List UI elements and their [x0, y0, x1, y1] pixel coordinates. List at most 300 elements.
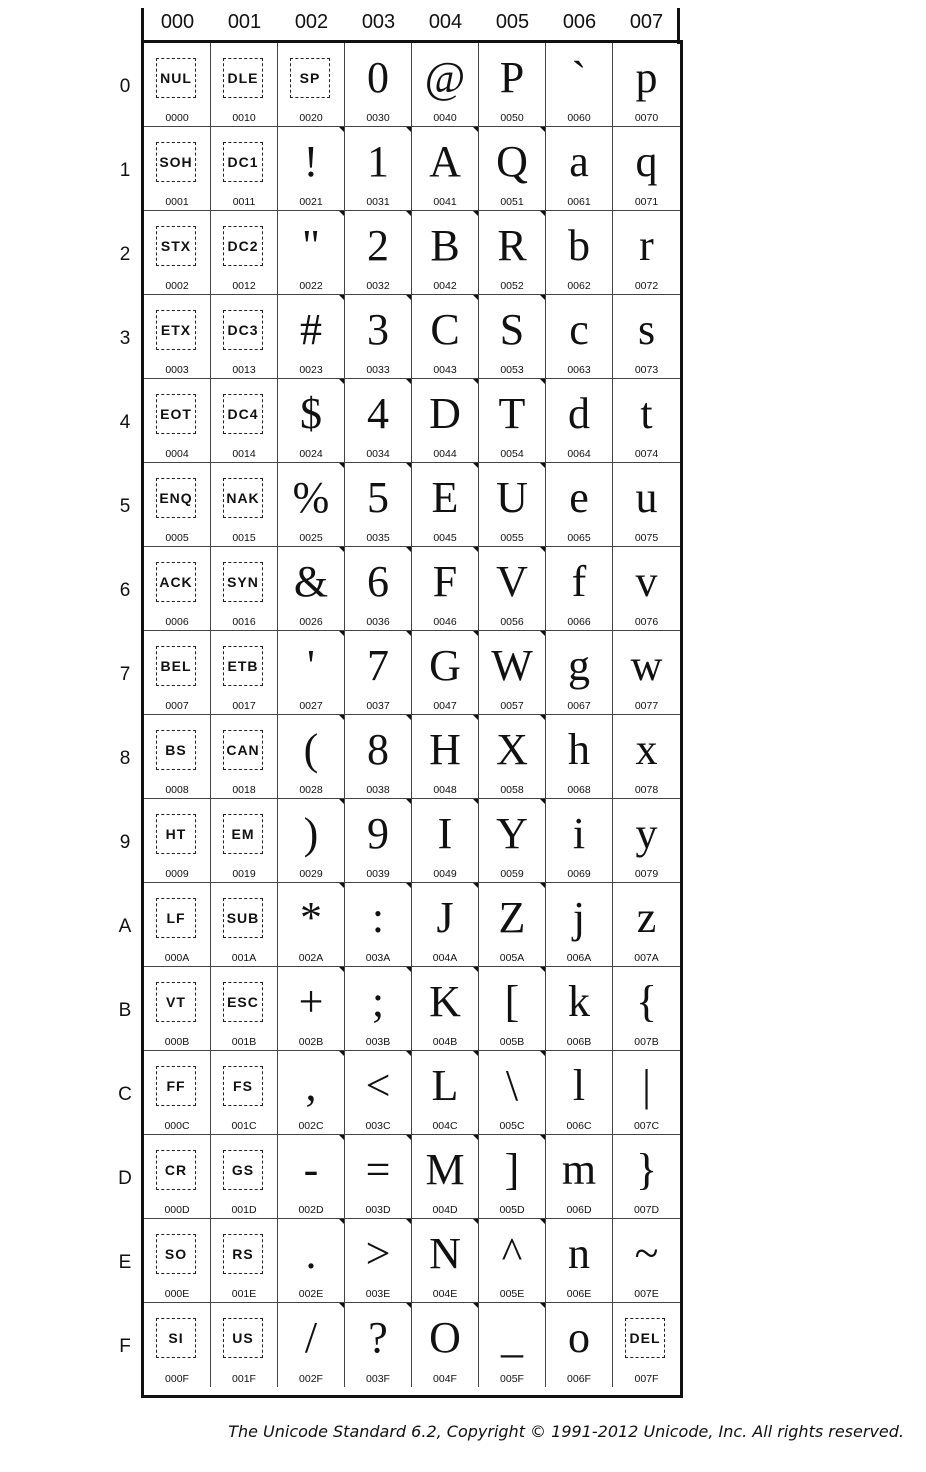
- char-cell-0029: [278, 799, 345, 883]
- char-glyph: V: [496, 557, 528, 606]
- column-header-001: 001: [227, 11, 262, 33]
- char-cell-007D: [613, 1135, 680, 1219]
- code-point-label: 0051: [500, 196, 524, 208]
- char-cell-003B: [345, 967, 412, 1051]
- char-cell-0072: [613, 211, 680, 295]
- code-point-label: 0017: [232, 700, 256, 712]
- char-glyph: R: [497, 221, 527, 270]
- row-header-4: 4: [119, 412, 131, 433]
- char-cell-0062: [546, 211, 613, 295]
- char-cell-0035: [345, 463, 412, 547]
- char-glyph: r: [639, 221, 654, 270]
- char-cell-000D: [144, 1135, 211, 1219]
- cell-corner-mark: [540, 967, 545, 972]
- cell-corner-mark: [406, 1135, 411, 1140]
- cell-corner-mark: [406, 967, 411, 972]
- control-char-label: ETX: [156, 310, 196, 350]
- cell-corner-mark: [339, 1219, 344, 1224]
- control-char-label: DC4: [223, 394, 263, 434]
- char-cell-005F: [479, 1303, 546, 1387]
- code-point-label: 0079: [634, 868, 659, 880]
- char-glyph: :: [371, 893, 385, 942]
- code-point-label: 0054: [500, 448, 524, 460]
- char-glyph: P: [499, 53, 525, 102]
- cell-corner-mark: [473, 715, 478, 720]
- code-point-label: 0016: [232, 616, 256, 628]
- code-point-label: 006C: [566, 1120, 592, 1132]
- char-glyph: 8: [367, 725, 389, 774]
- code-point-label: 007E: [634, 1288, 659, 1300]
- char-glyph: u: [635, 473, 658, 522]
- code-point-label: 0039: [366, 868, 390, 880]
- code-point-label: 0060: [567, 112, 591, 124]
- char-cell-005C: [479, 1051, 546, 1135]
- char-cell-0047: [412, 631, 479, 715]
- row-header-6: 6: [119, 580, 131, 601]
- char-glyph: l: [572, 1061, 586, 1110]
- code-point-label: 0019: [232, 868, 256, 880]
- char-glyph: O: [429, 1313, 461, 1362]
- cell-corner-mark: [339, 967, 344, 972]
- char-cell-0070: [613, 43, 680, 127]
- char-cell-003C: [345, 1051, 412, 1135]
- char-cell-002F: [278, 1303, 345, 1387]
- char-cell-0009: [144, 799, 211, 883]
- char-cell-0045: [412, 463, 479, 547]
- control-char-label: VT: [156, 982, 196, 1022]
- char-glyph: 5: [367, 473, 389, 522]
- char-glyph: <: [365, 1061, 391, 1110]
- cell-corner-mark: [473, 379, 478, 384]
- char-cell-006C: [546, 1051, 613, 1135]
- code-point-label: 0008: [165, 784, 189, 796]
- char-cell-0040: [412, 43, 479, 127]
- code-point-label: 0074: [634, 448, 659, 460]
- code-point-label: 0002: [165, 280, 189, 292]
- cell-corner-mark: [473, 463, 478, 468]
- char-cell-0046: [412, 547, 479, 631]
- cell-corner-mark: [339, 631, 344, 636]
- cell-corner-mark: [473, 631, 478, 636]
- control-char-label: DC3: [223, 310, 263, 350]
- char-cell-005D: [479, 1135, 546, 1219]
- char-glyph: U: [496, 473, 528, 522]
- char-glyph: }: [635, 1145, 658, 1194]
- char-glyph: #: [300, 305, 322, 354]
- code-point-label: 002A: [298, 952, 324, 964]
- character-grid: [141, 40, 683, 1398]
- char-cell-007F: [613, 1303, 680, 1387]
- control-char-label: NAK: [223, 478, 263, 518]
- char-cell-001E: [211, 1219, 278, 1303]
- char-cell-0069: [546, 799, 613, 883]
- char-cell-0018: [211, 715, 278, 799]
- code-point-label: 006E: [566, 1288, 592, 1300]
- code-point-label: 005C: [499, 1120, 525, 1132]
- char-cell-003D: [345, 1135, 412, 1219]
- code-point-label: 0001: [165, 196, 189, 208]
- char-cell-002A: [278, 883, 345, 967]
- char-glyph: T: [498, 389, 526, 438]
- char-cell-0054: [479, 379, 546, 463]
- cell-corner-mark: [473, 1051, 478, 1056]
- row-header-7: 7: [119, 664, 131, 685]
- code-point-label: 0006: [165, 616, 189, 628]
- code-point-label: 0078: [634, 784, 659, 796]
- char-glyph: %: [292, 473, 330, 522]
- char-glyph: k: [568, 977, 590, 1026]
- control-char-label: US: [223, 1318, 263, 1358]
- char-cell-004E: [412, 1219, 479, 1303]
- char-cell-007C: [613, 1051, 680, 1135]
- code-point-label: 0057: [500, 700, 524, 712]
- control-char-label: SOH: [156, 142, 196, 182]
- char-cell-0038: [345, 715, 412, 799]
- char-glyph: b: [568, 221, 590, 270]
- column-header-004: 004: [428, 11, 463, 33]
- code-point-label: 0059: [500, 868, 524, 880]
- char-glyph: (: [303, 725, 319, 774]
- char-glyph: e: [569, 473, 589, 522]
- code-point-label: 0020: [299, 112, 323, 124]
- code-point-label: 0024: [299, 448, 323, 460]
- code-point-label: 002C: [298, 1120, 324, 1132]
- char-cell-007B: [613, 967, 680, 1051]
- char-cell-0071: [613, 127, 680, 211]
- control-char-label: DEL: [625, 1318, 665, 1358]
- code-point-label: 0015: [232, 532, 256, 544]
- code-point-label: 0068: [567, 784, 591, 796]
- code-point-label: 001E: [231, 1288, 257, 1300]
- char-glyph: ]: [504, 1145, 520, 1194]
- char-glyph: ,: [305, 1061, 317, 1110]
- char-cell-0061: [546, 127, 613, 211]
- char-cell-0036: [345, 547, 412, 631]
- code-point-label: 004C: [432, 1120, 458, 1132]
- code-point-label: 0071: [634, 196, 659, 208]
- code-point-label: 004D: [432, 1204, 458, 1216]
- char-glyph: G: [429, 641, 461, 690]
- char-cell-0041: [412, 127, 479, 211]
- char-glyph: F: [432, 557, 458, 606]
- char-glyph: h: [568, 725, 590, 774]
- cell-corner-mark: [473, 1303, 478, 1308]
- char-cell-006A: [546, 883, 613, 967]
- code-point-label: 003E: [365, 1288, 391, 1300]
- code-point-label: 002B: [298, 1036, 324, 1048]
- char-glyph: a: [569, 137, 589, 186]
- char-cell-0039: [345, 799, 412, 883]
- cell-corner-mark: [540, 379, 545, 384]
- char-cell-0066: [546, 547, 613, 631]
- code-point-label: 0030: [366, 112, 390, 124]
- column-header-006: 006: [562, 11, 597, 33]
- code-point-label: 003D: [365, 1204, 391, 1216]
- code-point-label: 002E: [298, 1288, 324, 1300]
- char-cell-0002: [144, 211, 211, 295]
- code-point-label: 0061: [567, 196, 591, 208]
- code-point-label: 0064: [567, 448, 591, 460]
- char-glyph: g: [568, 641, 590, 690]
- char-glyph: -: [303, 1145, 319, 1194]
- char-cell-001D: [211, 1135, 278, 1219]
- char-cell-0056: [479, 547, 546, 631]
- char-glyph: ;: [371, 977, 385, 1026]
- code-point-label: 0010: [232, 112, 256, 124]
- cell-corner-mark: [339, 211, 344, 216]
- code-point-label: 0012: [232, 280, 256, 292]
- char-cell-0004: [144, 379, 211, 463]
- char-cell-006F: [546, 1303, 613, 1387]
- code-point-label: 0072: [634, 280, 659, 292]
- code-point-label: 0073: [634, 364, 659, 376]
- control-char-label: CAN: [223, 730, 263, 770]
- cell-corner-mark: [473, 799, 478, 804]
- cell-corner-mark: [339, 127, 344, 132]
- control-char-label: FS: [223, 1066, 263, 1106]
- cell-corner-mark: [406, 1303, 411, 1308]
- code-point-label: 0049: [433, 868, 457, 880]
- code-point-label: 0013: [232, 364, 256, 376]
- code-point-label: 006D: [566, 1204, 592, 1216]
- code-point-label: 0021: [299, 196, 323, 208]
- row-header-A: A: [118, 916, 132, 937]
- code-point-label: 005F: [500, 1373, 524, 1385]
- code-point-label: 000B: [164, 1036, 190, 1048]
- control-char-label: CR: [156, 1150, 196, 1190]
- cell-corner-mark: [540, 1303, 545, 1308]
- cell-corner-mark: [339, 379, 344, 384]
- char-glyph: w: [630, 641, 663, 690]
- code-point-label: 0046: [433, 616, 457, 628]
- cell-corner-mark: [473, 127, 478, 132]
- code-point-label: 000A: [164, 952, 190, 964]
- code-point-label: 0062: [567, 280, 591, 292]
- cell-corner-mark: [540, 631, 545, 636]
- cell-corner-mark: [339, 1135, 344, 1140]
- code-point-label: 002D: [298, 1204, 324, 1216]
- code-point-label: 0043: [433, 364, 457, 376]
- char-glyph: ': [307, 641, 315, 690]
- char-cell-0017: [211, 631, 278, 715]
- char-cell-0021: [278, 127, 345, 211]
- code-point-label: 0047: [433, 700, 457, 712]
- control-char-label: SUB: [223, 898, 263, 938]
- char-cell-0058: [479, 715, 546, 799]
- char-glyph: Q: [496, 137, 528, 186]
- code-point-label: 006F: [567, 1373, 591, 1385]
- code-point-label: 001D: [231, 1204, 257, 1216]
- char-glyph: x: [635, 725, 658, 774]
- char-glyph: ): [303, 809, 319, 858]
- char-glyph: f: [571, 557, 587, 606]
- code-point-label: 0070: [634, 112, 659, 124]
- char-cell-004A: [412, 883, 479, 967]
- code-point-label: 0042: [433, 280, 457, 292]
- cell-corner-mark: [406, 547, 411, 552]
- char-cell-0012: [211, 211, 278, 295]
- cell-corner-mark: [406, 463, 411, 468]
- code-point-label: 0004: [165, 448, 189, 460]
- row-header-B: B: [118, 1000, 132, 1021]
- control-char-label: GS: [223, 1150, 263, 1190]
- code-point-label: 0032: [366, 280, 390, 292]
- char-cell-006B: [546, 967, 613, 1051]
- code-point-label: 003A: [365, 952, 391, 964]
- char-cell-0000: [144, 43, 211, 127]
- char-cell-0051: [479, 127, 546, 211]
- copyright-footer: The Unicode Standard 6.2, Copyright © 1991-2012 Unicode, Inc. All rights reserved.: [228, 1422, 904, 1441]
- char-glyph: c: [569, 305, 589, 354]
- code-point-label: 0056: [500, 616, 524, 628]
- control-char-label: ENQ: [156, 478, 196, 518]
- char-cell-001F: [211, 1303, 278, 1387]
- char-glyph: K: [429, 977, 461, 1026]
- code-point-label: 0076: [634, 616, 659, 628]
- cell-corner-mark: [473, 883, 478, 888]
- code-point-label: 003C: [365, 1120, 391, 1132]
- char-cell-000F: [144, 1303, 211, 1387]
- cell-corner-mark: [406, 1051, 411, 1056]
- char-cell-0025: [278, 463, 345, 547]
- cell-corner-mark: [406, 295, 411, 300]
- cell-corner-mark: [540, 463, 545, 468]
- column-header-000: 000: [160, 11, 195, 33]
- code-point-label: 0041: [433, 196, 457, 208]
- char-cell-0033: [345, 295, 412, 379]
- char-glyph: ?: [368, 1313, 388, 1362]
- char-cell-007A: [613, 883, 680, 967]
- char-cell-0027: [278, 631, 345, 715]
- code-point-label: 0011: [232, 196, 256, 208]
- char-glyph: @: [424, 53, 466, 102]
- char-glyph: Z: [498, 893, 526, 942]
- char-cell-0019: [211, 799, 278, 883]
- char-glyph: 9: [367, 809, 389, 858]
- code-point-label: 005B: [499, 1036, 525, 1048]
- column-header-007: 007: [629, 11, 664, 33]
- char-glyph: z: [636, 893, 657, 942]
- code-point-label: 007F: [634, 1373, 659, 1385]
- code-point-label: 000D: [164, 1204, 190, 1216]
- char-glyph: 4: [367, 389, 389, 438]
- cell-corner-mark: [540, 1135, 545, 1140]
- code-point-label: 007C: [633, 1120, 660, 1132]
- column-header-005: 005: [495, 11, 530, 33]
- cell-corner-mark: [406, 715, 411, 720]
- char-glyph: _: [501, 1313, 523, 1362]
- code-point-label: 004F: [433, 1373, 457, 1385]
- row-header-F: F: [119, 1336, 131, 1357]
- cell-corner-mark: [406, 799, 411, 804]
- char-cell-0079: [613, 799, 680, 883]
- char-cell-0057: [479, 631, 546, 715]
- char-glyph: N: [429, 1229, 461, 1278]
- char-glyph: n: [568, 1229, 590, 1278]
- code-point-label: 0027: [299, 700, 323, 712]
- control-char-label: DC1: [223, 142, 263, 182]
- char-cell-004B: [412, 967, 479, 1051]
- code-point-label: 0005: [165, 532, 189, 544]
- char-glyph: 7: [367, 641, 389, 690]
- code-point-label: 0063: [567, 364, 591, 376]
- code-point-label: 004A: [432, 952, 458, 964]
- code-point-label: 0022: [299, 280, 323, 292]
- code-point-label: 006B: [566, 1036, 592, 1048]
- row-header-3: 3: [119, 328, 131, 349]
- char-glyph: ~: [634, 1229, 659, 1278]
- control-char-label: ETB: [223, 646, 263, 686]
- code-point-label: 005E: [499, 1288, 525, 1300]
- row-header-5: 5: [119, 496, 131, 517]
- code-point-label: 0028: [299, 784, 323, 796]
- char-glyph: q: [635, 137, 658, 186]
- code-point-label: 0040: [433, 112, 457, 124]
- char-cell-004F: [412, 1303, 479, 1387]
- code-point-label: 0035: [366, 532, 390, 544]
- code-point-label: 000C: [164, 1120, 190, 1132]
- code-point-label: 004B: [432, 1036, 458, 1048]
- code-point-label: 0055: [500, 532, 524, 544]
- code-point-label: 003F: [366, 1373, 390, 1385]
- char-glyph: y: [635, 809, 658, 858]
- char-cell-003E: [345, 1219, 412, 1303]
- row-header-1: 1: [119, 160, 131, 181]
- char-cell-003A: [345, 883, 412, 967]
- code-point-label: 007B: [634, 1036, 659, 1048]
- char-glyph: 2: [367, 221, 389, 270]
- control-char-label: BS: [156, 730, 196, 770]
- char-glyph: v: [635, 557, 658, 606]
- char-cell-0053: [479, 295, 546, 379]
- code-point-label: 0038: [366, 784, 390, 796]
- char-cell-0026: [278, 547, 345, 631]
- control-char-label: DLE: [223, 58, 263, 98]
- char-glyph: d: [568, 389, 590, 438]
- cell-corner-mark: [540, 211, 545, 216]
- cell-corner-mark: [540, 799, 545, 804]
- char-glyph: X: [496, 725, 528, 774]
- cell-corner-mark: [540, 295, 545, 300]
- cell-corner-mark: [339, 883, 344, 888]
- char-glyph: t: [640, 389, 653, 438]
- cell-corner-mark: [406, 211, 411, 216]
- code-point-label: 0077: [634, 700, 659, 712]
- char-cell-001C: [211, 1051, 278, 1135]
- cell-corner-mark: [540, 127, 545, 132]
- char-cell-001A: [211, 883, 278, 967]
- char-cell-0015: [211, 463, 278, 547]
- char-glyph: L: [431, 1061, 459, 1110]
- code-point-label: 005D: [499, 1204, 525, 1216]
- char-cell-0050: [479, 43, 546, 127]
- control-char-label: SP: [290, 58, 330, 98]
- control-char-label: SYN: [223, 562, 263, 602]
- char-glyph: *: [300, 893, 322, 942]
- cell-corner-mark: [406, 127, 411, 132]
- code-point-label: 006A: [566, 952, 592, 964]
- char-glyph: W: [491, 641, 533, 690]
- cell-corner-mark: [473, 295, 478, 300]
- char-cell-0078: [613, 715, 680, 799]
- cell-corner-mark: [406, 883, 411, 888]
- code-point-label: 0044: [433, 448, 457, 460]
- code-point-label: 0033: [366, 364, 390, 376]
- code-point-label: 0029: [299, 868, 323, 880]
- char-glyph: /: [304, 1313, 318, 1362]
- char-glyph: ^: [501, 1229, 523, 1278]
- code-point-label: 007A: [634, 952, 659, 964]
